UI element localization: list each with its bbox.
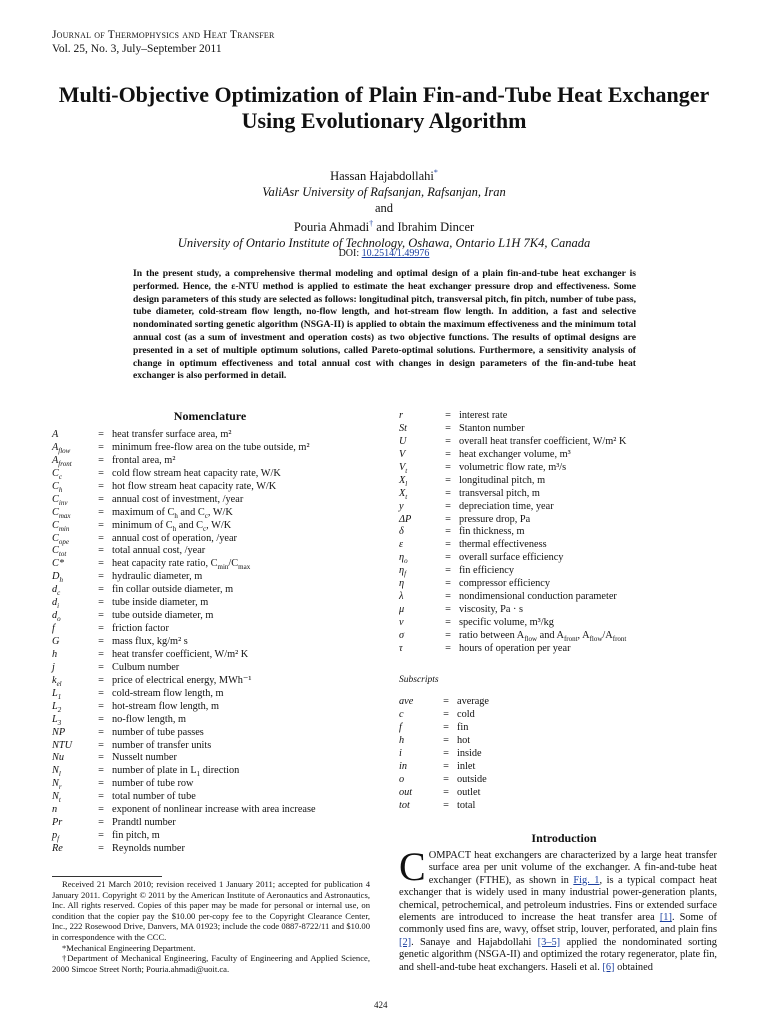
symbol: f [52, 623, 55, 635]
symbol: $V_t$ [399, 461, 408, 475]
symbol: Nu [52, 752, 65, 764]
symbol: $L_2$ [52, 700, 62, 714]
symbol: $N_t$ [52, 791, 61, 805]
definition: interest rate [459, 410, 508, 421]
equals-sign: = [445, 539, 451, 551]
equals-sign: = [98, 597, 104, 609]
nomenclature-row [399, 501, 729, 514]
definition: heat capacity rate ratio, $C_{min}/C_{max}$ [112, 558, 251, 572]
equals-sign: = [445, 526, 451, 538]
definition: hydraulic diameter, m [112, 571, 203, 583]
nomenclature-left-column [52, 429, 372, 856]
equals-sign: = [98, 661, 104, 673]
symbol: out [399, 786, 413, 798]
equals-sign: = [443, 799, 449, 811]
nomenclature-row [399, 449, 729, 462]
journal-header [52, 28, 275, 56]
equals-sign: = [98, 817, 104, 829]
equals-sign: = [98, 623, 104, 635]
definition: hot flow stream heat capacity rate, W/K [112, 480, 277, 492]
definition: compressor efficiency [459, 578, 551, 590]
symbol: G [52, 636, 60, 647]
nomenclature-row [52, 688, 372, 701]
definition: tube inside diameter, m [112, 597, 209, 609]
subscript-row [399, 735, 729, 748]
nomenclature-row [52, 778, 372, 791]
nomenclature-row [399, 643, 729, 656]
symbol: $p_f$ [52, 830, 60, 844]
symbol: r [399, 410, 404, 421]
definition: nondimensional conduction parameter [459, 591, 617, 603]
equals-sign: = [445, 513, 451, 525]
equals-sign: = [98, 519, 104, 531]
symbol: $X_t$ [399, 487, 408, 501]
equals-sign: = [445, 565, 451, 577]
nomenclature-row [399, 526, 729, 539]
equals-sign: = [98, 687, 104, 699]
equals-sign: = [98, 726, 104, 738]
affiliation-2: University of Ontario Institute of Technology, Oshawa, Ontario L1H 7K4, Canada [177, 236, 591, 251]
symbol: ΔP [399, 513, 412, 525]
nomenclature-row [399, 475, 729, 488]
symbol: $\eta_f$ [399, 565, 407, 579]
nomenclature-row [52, 468, 372, 481]
footnote-mark-2[interactable]: † [369, 219, 374, 229]
symbol: h [52, 648, 58, 660]
symbol: η [399, 578, 405, 590]
abstract: In the present study, a comprehensive thermal modeling and optimal design of a plain fin-and-tube heat exchanger is performed. Hence, the ε-NTU method is applied to estimate the heat exchanger pressure drop and effectiveness. Some design parameters of this study are selected as follows: longitudinal pitch, transversal pitch, fin pitch, number of tube pass, tube diameter, cold-stream flow length, no-flow length, and hot-stream flow length. In addition, a fast and selective nondominated sorting genetic algorithm (NSGA-II) is applied to obtain the maximum effectiveness and the minimum total annual cost (as a sum of investment and operation costs) as two objective functions. The results of optimal designs are presented in a set of multiple optimum solutions, called Pareto-optimal solutions. Furthermore, a sensitivity analysis of change in optimum effectiveness and total annual cost with changes in design parameters of the fin-and-tube heat exchanger is also performed in detail. [133, 268, 636, 382]
definition: viscosity, Pa · s [459, 604, 523, 616]
definition: number of transfer units [112, 739, 212, 751]
nomenclature-row [52, 494, 372, 507]
equals-sign: = [98, 467, 104, 479]
nomenclature-row [399, 423, 729, 436]
definition: outside [457, 773, 487, 785]
equals-sign: = [98, 713, 104, 725]
definition: minimum free-flow area on the tube outside, m² [112, 441, 310, 453]
nomenclature-row [52, 533, 372, 546]
definition: heat transfer surface area, m² [112, 429, 232, 440]
equals-sign: = [445, 591, 451, 603]
equals-sign: = [443, 734, 449, 746]
nomenclature-row [52, 623, 372, 636]
nomenclature-row [52, 429, 372, 442]
citation-link[interactable]: Fig. 1 [573, 874, 600, 886]
equals-sign: = [445, 604, 451, 616]
definition: fin efficiency [459, 565, 514, 577]
symbol: $C_h$ [52, 480, 63, 494]
definition: inlet [457, 760, 476, 772]
symbol: $d_i$ [52, 597, 60, 611]
footnote-1: *Mechanical Engineering Department. [62, 942, 196, 953]
definition: tube outside diameter, m [112, 610, 214, 622]
subscripts-list [399, 696, 729, 812]
equals-sign: = [98, 791, 104, 803]
equals-sign: = [445, 474, 451, 486]
footnotes [52, 879, 370, 974]
nomenclature-row [52, 752, 372, 765]
journal-issue: Vol. 25, No. 3, July–September 2011 [52, 43, 222, 55]
equals-sign: = [98, 752, 104, 764]
nomenclature-row [52, 571, 372, 584]
doi-link[interactable]: 10.2514/1.49976 [361, 248, 430, 259]
definition: fin pitch, m [112, 830, 160, 842]
author-2: Pouria Ahmadi [293, 220, 370, 235]
nomenclature-row [52, 675, 372, 688]
equals-sign: = [98, 571, 104, 583]
nomenclature-row [52, 714, 372, 727]
nomenclature-row [52, 636, 372, 649]
subscript-row [399, 722, 729, 735]
definition: exponent of nonlinear increase with area increase [112, 804, 316, 816]
nomenclature-row [52, 520, 372, 533]
symbol: NTU [52, 739, 73, 751]
nomenclature-row [399, 617, 729, 630]
equals-sign: = [443, 786, 449, 798]
citation-link[interactable]: [3–5] [537, 936, 561, 948]
nomenclature-row [52, 727, 372, 740]
symbol: $d_o$ [52, 610, 61, 624]
symbol: n [52, 804, 58, 816]
definition: total annual cost, /year [112, 545, 206, 557]
equals-sign: = [445, 500, 451, 512]
definition: specific volume, m³/kg [459, 617, 554, 628]
equals-sign: = [98, 584, 104, 596]
definition: thermal effectiveness [459, 539, 547, 551]
journal-name: Journal of Thermophysics and Heat Transfer [52, 29, 275, 41]
equals-sign: = [98, 636, 104, 647]
definition: overall surface efficiency [459, 552, 564, 564]
nomenclature-row [399, 436, 729, 449]
nomenclature-row [52, 791, 372, 804]
symbol: tot [399, 799, 410, 811]
citation-link[interactable]: [6] [602, 961, 615, 973]
equals-sign: = [98, 545, 104, 557]
definition: ratio between $A_{flow}$ and $A_{front}$, $A_{flow}/A_{front}$ [459, 629, 627, 643]
author-block [40, 165, 728, 251]
definition: minimum of $C_h$ and $C_c$, W/K [112, 519, 232, 533]
equals-sign: = [445, 410, 451, 421]
nomenclature-row [399, 630, 729, 643]
author-line-2 [40, 216, 728, 235]
equals-sign: = [98, 804, 104, 816]
equals-sign: = [443, 696, 449, 707]
equals-sign: = [445, 617, 451, 628]
definition: frontal area, m² [112, 454, 176, 466]
nomenclature-row [52, 455, 372, 468]
equals-sign: = [98, 441, 104, 453]
definition: number of plate in $L_1$ direction [112, 765, 240, 779]
nomenclature-row [399, 462, 729, 475]
introduction-heading: Introduction [531, 831, 597, 845]
equals-sign: = [443, 747, 449, 759]
equals-sign: = [98, 778, 104, 790]
nomenclature-row [399, 488, 729, 501]
equals-sign: = [98, 610, 104, 622]
subscript-row [399, 696, 729, 709]
nomenclature-row [399, 604, 729, 617]
equals-sign: = [98, 506, 104, 518]
nomenclature-row [52, 817, 372, 830]
nomenclature-row [52, 597, 372, 610]
nomenclature-row [52, 804, 372, 817]
definition: outlet [457, 786, 481, 798]
symbol: $C_{tot}$ [52, 545, 67, 559]
equals-sign: = [443, 773, 449, 785]
definition: hot-stream flow length, m [112, 700, 219, 712]
symbol: $C_{inv}$ [52, 493, 68, 507]
symbol: NP [52, 726, 66, 738]
subscript-row [399, 709, 729, 722]
symbol: o [399, 773, 405, 785]
nomenclature-row [52, 740, 372, 753]
definition: longitudinal pitch, m [459, 474, 546, 486]
definition: heat exchanger volume, m³ [459, 448, 571, 460]
definition: annual cost of operation, /year [112, 532, 237, 544]
equals-sign: = [98, 830, 104, 842]
definition: annual cost of investment, /year [112, 493, 244, 505]
symbol: $k_{el}$ [52, 674, 62, 688]
nomenclature-row [399, 410, 729, 423]
nomenclature-row [52, 843, 372, 856]
nomenclature-row [399, 552, 729, 565]
symbol: $L_3$ [52, 713, 62, 727]
definition: Nusselt number [112, 752, 177, 764]
affiliation-1: ValiAsr University of Rafsanjan, Rafsanjan, Iran [262, 185, 506, 200]
symbol: U [399, 435, 407, 447]
definition: transversal pitch, m [459, 487, 540, 499]
introduction-text [399, 844, 717, 974]
doi-line [40, 248, 728, 259]
equals-sign: = [98, 532, 104, 544]
symbol: y [399, 500, 404, 512]
symbol: $C_{ope}$ [52, 532, 69, 546]
symbol: $A_{front}$ [52, 454, 72, 468]
symbol: $d_c$ [52, 584, 61, 598]
nomenclature-row [399, 565, 729, 578]
definition: friction factor [112, 623, 169, 635]
symbol: $C_{min}$ [52, 519, 70, 533]
equals-sign: = [98, 454, 104, 466]
equals-sign: = [98, 739, 104, 751]
nomenclature-row [52, 701, 372, 714]
equals-sign: = [445, 448, 451, 460]
definition: mass flux, kg/m² s [112, 636, 188, 647]
definition: average [457, 696, 490, 707]
nomenclature-row [399, 591, 729, 604]
definition: heat transfer coefficient, W/m² K [112, 648, 249, 660]
symbol: $L_1$ [52, 687, 62, 701]
subscript-row [399, 761, 729, 774]
equals-sign: = [445, 629, 451, 641]
definition: depreciation time, year [459, 500, 554, 512]
citation-link[interactable]: [2] [399, 936, 412, 948]
equals-sign: = [98, 674, 104, 686]
footnote-2: †Department of Mechanical Engineering, Faculty of Engineering and Applied Science, 2000 Simcoe Street North; Pouria.ahmadi@uoit.ca. [52, 953, 370, 974]
definition: total [457, 799, 476, 811]
symbol: ε [399, 539, 404, 551]
definition: cold-stream flow length, m [112, 687, 224, 699]
subscript-row [399, 774, 729, 787]
symbol: σ [399, 629, 405, 641]
equals-sign: = [98, 843, 104, 854]
symbol: ν [399, 617, 404, 628]
definition: Reynolds number [112, 843, 185, 854]
introduction-body: OMPACT heat exchangers are characterized by a large heat transfer surface area per unit volume of the exchanger. A fin-and-tube heat exchanger (FTHE), as shown in Fig. 1, is a typical compact heat exchanger that is widely used in many industrial power-generation plants, chemical, petrochemical, and petroleum industries. Fins or extended surface elements are introduced to increase the heat transfer area [1]. Some of commonly used fins are, wavy, offset strip, louver, perforated, and plain fins [2]. Sanaye and Hajabdollahi [3–5] applied the nondominated sorting genetic algorithm (NSGA-II) and optimized the rotary regenerator, plate fin, and shell-and-tube heat exchangers. Haseli et al. [6] obtained [399, 850, 717, 973]
equals-sign: = [443, 708, 449, 720]
definition: number of tube passes [112, 726, 204, 738]
symbol: $X_l$ [399, 474, 408, 488]
symbol: c [399, 708, 404, 720]
symbol: in [399, 760, 408, 772]
drop-cap: C [399, 844, 426, 889]
author-3: and Ibrahim Dincer [373, 220, 475, 235]
definition: inside [457, 747, 482, 759]
equals-sign: = [443, 721, 449, 733]
nomenclature-title: Nomenclature [173, 409, 247, 423]
nomenclature-row [52, 545, 372, 558]
nomenclature-row [52, 558, 372, 571]
symbol: $N_r$ [52, 778, 62, 792]
definition: cold flow stream heat capacity rate, W/K [112, 467, 281, 479]
citation-link[interactable]: [1] [659, 912, 672, 924]
definition: fin thickness, m [459, 526, 525, 538]
equals-sign: = [98, 558, 104, 570]
symbol: $D_h$ [52, 571, 63, 585]
equals-sign: = [445, 642, 451, 654]
symbol: A [52, 429, 59, 440]
equals-sign: = [445, 487, 451, 499]
definition: cold [457, 708, 475, 720]
symbol: C* [52, 558, 65, 570]
nomenclature-row [399, 578, 729, 591]
nomenclature-row [52, 507, 372, 520]
definition: fin [457, 721, 469, 733]
paper-title: Multi-Objective Optimization of Plain Fin-and-Tube Heat Exchanger Using Evolutionary Algorithm [58, 82, 710, 133]
nomenclature-row [52, 442, 372, 455]
symbol: j [52, 661, 55, 673]
equals-sign: = [98, 700, 104, 712]
footnote-divider [52, 876, 162, 877]
equals-sign: = [445, 461, 451, 473]
nomenclature-row [52, 649, 372, 662]
symbol: V [399, 448, 406, 460]
definition: volumetric flow rate, m³/s [459, 461, 567, 473]
symbol: i [399, 747, 402, 759]
symbol: μ [399, 604, 405, 616]
definition: Stanton number [459, 422, 525, 434]
nomenclature-row [52, 481, 372, 494]
symbol: $\eta_o$ [399, 552, 408, 566]
nomenclature-right-column [399, 410, 729, 656]
symbol: Re [52, 843, 63, 854]
definition: price of electrical energy, MWh⁻¹ [112, 674, 252, 686]
nomenclature-row [52, 662, 372, 675]
doi-label: DOI: [338, 248, 362, 259]
symbol: St [399, 422, 408, 434]
symbol: $C_{max}$ [52, 506, 71, 520]
symbol: λ [399, 591, 404, 603]
page-number: 424 [374, 1000, 388, 1010]
symbol: δ [399, 526, 404, 538]
nomenclature-row [399, 514, 729, 527]
symbol: τ [399, 642, 403, 654]
symbol: $A_{flow}$ [52, 441, 71, 455]
nomenclature-row [399, 539, 729, 552]
equals-sign: = [98, 765, 104, 777]
definition: Prandtl number [112, 817, 176, 829]
symbol: h [399, 734, 405, 746]
author-and: and [374, 201, 394, 216]
equals-sign: = [98, 648, 104, 660]
definition: total number of tube [112, 791, 196, 803]
equals-sign: = [443, 760, 449, 772]
symbol: f [399, 721, 402, 733]
definition: number of tube row [112, 778, 194, 790]
footnote-received: Received 21 March 2010; revision received 1 January 2011; accepted for publication 4 January 2011. Copyright © 2011 by the American Institute of Aeronautics and Astronautics, Inc. All rights reserved. Copies of this paper may be made for personal or internal use, on condition that the copier pay the $10.00 per-copy fee to the Copyright Clearance Center, Inc., 222 Rosewood Drive, Danvers, MA 01923; include the code 0887-8722/11 and $10.00 in correspondence with the CCC. [52, 879, 370, 942]
equals-sign: = [445, 578, 451, 590]
equals-sign: = [98, 429, 104, 440]
definition: hot [457, 734, 471, 746]
nomenclature-row [52, 584, 372, 597]
subscript-row [399, 800, 729, 813]
author-1: Hassan Hajabdollahi [330, 169, 434, 184]
definition: maximum of $C_h$ and $C_c$, W/K [112, 506, 233, 520]
definition: no-flow length, m [112, 713, 187, 725]
symbol: ave [399, 696, 414, 707]
nomenclature-row [52, 830, 372, 843]
nomenclature-row [52, 610, 372, 623]
definition: pressure drop, Pa [459, 513, 531, 525]
definition: hours of operation per year [459, 642, 571, 654]
equals-sign: = [98, 493, 104, 505]
subscript-row [399, 748, 729, 761]
symbol: $C_c$ [52, 467, 62, 481]
subscript-row [399, 787, 729, 800]
equals-sign: = [445, 435, 451, 447]
symbol: Pr [52, 817, 63, 829]
definition: fin collar outside diameter, m [112, 584, 234, 596]
equals-sign: = [98, 480, 104, 492]
nomenclature-row [52, 765, 372, 778]
author-line-1 [40, 165, 728, 184]
definition: Culbum number [112, 661, 180, 673]
subscripts-title: Subscripts [399, 675, 439, 685]
equals-sign: = [445, 552, 451, 564]
symbol: $N_l$ [52, 765, 61, 779]
equals-sign: = [445, 422, 451, 434]
definition: overall heat transfer coefficient, W/m² K [459, 435, 627, 447]
footnote-mark-1[interactable]: * [433, 168, 438, 177]
